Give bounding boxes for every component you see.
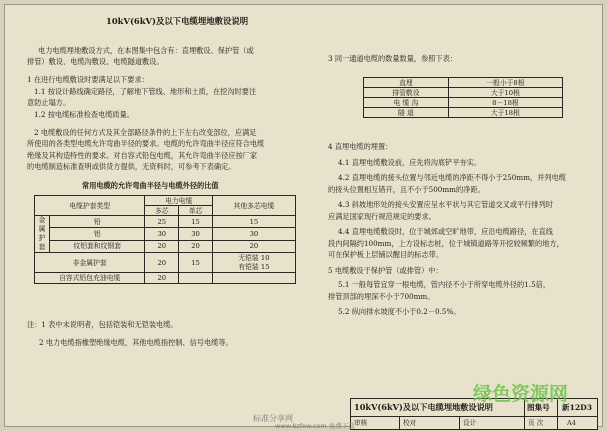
table-cell: 非金属护套	[35, 253, 145, 273]
left-line-4: 意防止塌方。	[27, 98, 71, 107]
th-multi-core: 多芯	[145, 206, 179, 216]
watermark-green: 绿色资源网	[473, 383, 569, 405]
doc-title: 10kV(6kV)及以下电缆埋地敷设说明	[106, 16, 249, 26]
page-label: 页 次	[528, 419, 544, 427]
table-cell: 铝	[50, 228, 145, 240]
watermark-gray-b: www.bzfxw.com 免费下载	[275, 422, 355, 430]
table-cell-line: 有铠装 15	[238, 262, 270, 271]
left-line-9: 的电缆制造标准查明或供货方提供，无资料时，可参考下表确定。	[27, 162, 236, 171]
table-cell: 30	[179, 228, 213, 240]
table-cell: 20	[179, 240, 213, 252]
right-line-8: 可在保护板上层铺以醒目的标志带。	[328, 250, 444, 259]
designer-label: 设计	[463, 419, 477, 427]
left-line-1: 排管）敷设、电缆沟敷设、电缆隧道敷设。	[27, 57, 164, 66]
right-line-2: 4.2 直埋电缆的接头位置与邻近电缆的净距不得小于250mm，并列电缆	[338, 173, 566, 182]
table-cell	[212, 273, 295, 284]
table-cell: 20	[145, 273, 179, 284]
right-line-12: 5.2 纵向排水坡度不小于0.2－0.5%。	[338, 307, 461, 316]
reviewer-label: 审核	[354, 419, 368, 427]
left-line-7: 所使用的各类型电缆允许弯曲半径的要求。电缆的允许弯曲半径应符合电缆	[27, 139, 265, 148]
th-sheath-type: 电缆护套类型	[35, 196, 145, 216]
table-cell: 25	[145, 216, 179, 228]
table-cell: 隧 道	[364, 108, 449, 118]
note-1: 注：1 表中未说明者，包括铠装和无铠装电缆。	[27, 320, 178, 329]
table-cell: 一般小于8根	[448, 78, 562, 88]
table-cell: 30	[145, 228, 179, 240]
th-single-core: 单芯	[179, 206, 213, 216]
right-line-6: 4.4 直埋电缆敷设时，位于城郊或空旷地带，应沿电缆路径，在直线	[338, 227, 553, 236]
table-cell: 纹铝套和纹钢套	[50, 240, 145, 252]
table-cell: 20	[145, 240, 179, 252]
table-cell: 排管敷设	[364, 88, 449, 98]
right-line-3: 的接头位置相互错开，且不小于500mm的净距。	[328, 185, 485, 194]
watermark-gray-a: 标准分享网	[253, 414, 293, 423]
right-line-1: 4.1 直埋电缆敷设前，应先将沟底铲平夯实。	[338, 158, 482, 167]
atlas-no-label: 图集号	[527, 403, 550, 412]
right-intro: 3 同一通道电缆的数量数量，参照下表：	[328, 54, 458, 63]
right-line-10: 5.1 一般每管宜穿一根电缆，管内径不小于所穿电缆外径的1.5倍，	[338, 280, 551, 289]
table-cell: 30	[212, 228, 295, 240]
table-cell: 自容式铅包充油电缆	[35, 273, 145, 284]
right-line-7: 段内间隔约100mm，上方设标志桩，位于城镇道路等开挖较频繁的地方，	[328, 239, 564, 248]
metal-sheath-label: 金属护套	[35, 216, 50, 253]
table-cell: 电 缆 沟	[364, 98, 449, 108]
cable-count-table	[363, 77, 563, 118]
left-line-5: 1.2 按电缆标准检查电缆质量。	[34, 110, 134, 119]
page-number: A4	[567, 419, 576, 427]
th-other-multi: 其他多芯电缆	[212, 196, 295, 216]
table-cell: 15	[179, 253, 213, 273]
table-cell: 铅	[50, 216, 145, 228]
table-cell	[179, 273, 213, 284]
table-cell	[212, 253, 295, 273]
table-caption: 常用电缆的允许弯曲半径与电缆外径的比值	[82, 181, 219, 190]
table-cell: 直埋	[364, 78, 449, 88]
left-line-0: 电力电缆埋地敷设方式，在本图集中包含有：直埋敷设、保护管（或	[38, 46, 254, 55]
right-line-9: 5 电缆敷设于保护管（或排管）中：	[328, 266, 443, 275]
table-cell: 20	[145, 253, 179, 273]
table-cell: 大于10根	[448, 88, 562, 98]
left-line-6: 2 电缆敷设的任何方式及其全部路径条件的上下左右改变部位，应满足	[34, 128, 257, 137]
bend-radius-table	[34, 195, 296, 284]
left-line-8: 绝缘及其构造特性的要求。对自容式铅包电缆，其允许弯曲半径应按厂家	[27, 151, 258, 160]
right-line-5: 应满足国家现行规范规定的要求。	[328, 212, 436, 221]
checker-label: 校对	[403, 419, 417, 427]
table-cell: 20	[212, 240, 295, 252]
table-cell: 15	[212, 216, 295, 228]
th-power-cable: 电力电缆	[145, 196, 212, 206]
left-line-2: 1 在进行电缆敷设时要满足以下要求：	[27, 75, 149, 84]
table-cell: 8－18根	[448, 98, 562, 108]
table-cell: 15	[179, 216, 213, 228]
atlas-no: 新12D3	[562, 403, 593, 412]
table-cell-line: 无铠装 10	[238, 253, 270, 262]
right-line-11: 排管顶部的埋深不小于700mm。	[328, 292, 435, 301]
note-2: 2 电力电缆指橡塑绝缘电缆，其他电缆指控制、信号电缆等。	[39, 338, 233, 347]
title-block-name: 10kV(6kV)及以下电缆埋地敷设说明	[354, 402, 493, 412]
right-line-4: 4.3 斜坡地形处的接头安置应呈水平状与其它管道交叉或平行排列时	[338, 200, 553, 209]
table-cell: 大于18根	[448, 108, 562, 118]
right-line-0: 4 直埋电缆的埋置：	[328, 142, 393, 151]
document-page	[4, 4, 603, 430]
left-line-3: 1.1 按设计路线确定路径，了解地下管线、地形和土质，在挖沟时要注	[34, 87, 257, 96]
